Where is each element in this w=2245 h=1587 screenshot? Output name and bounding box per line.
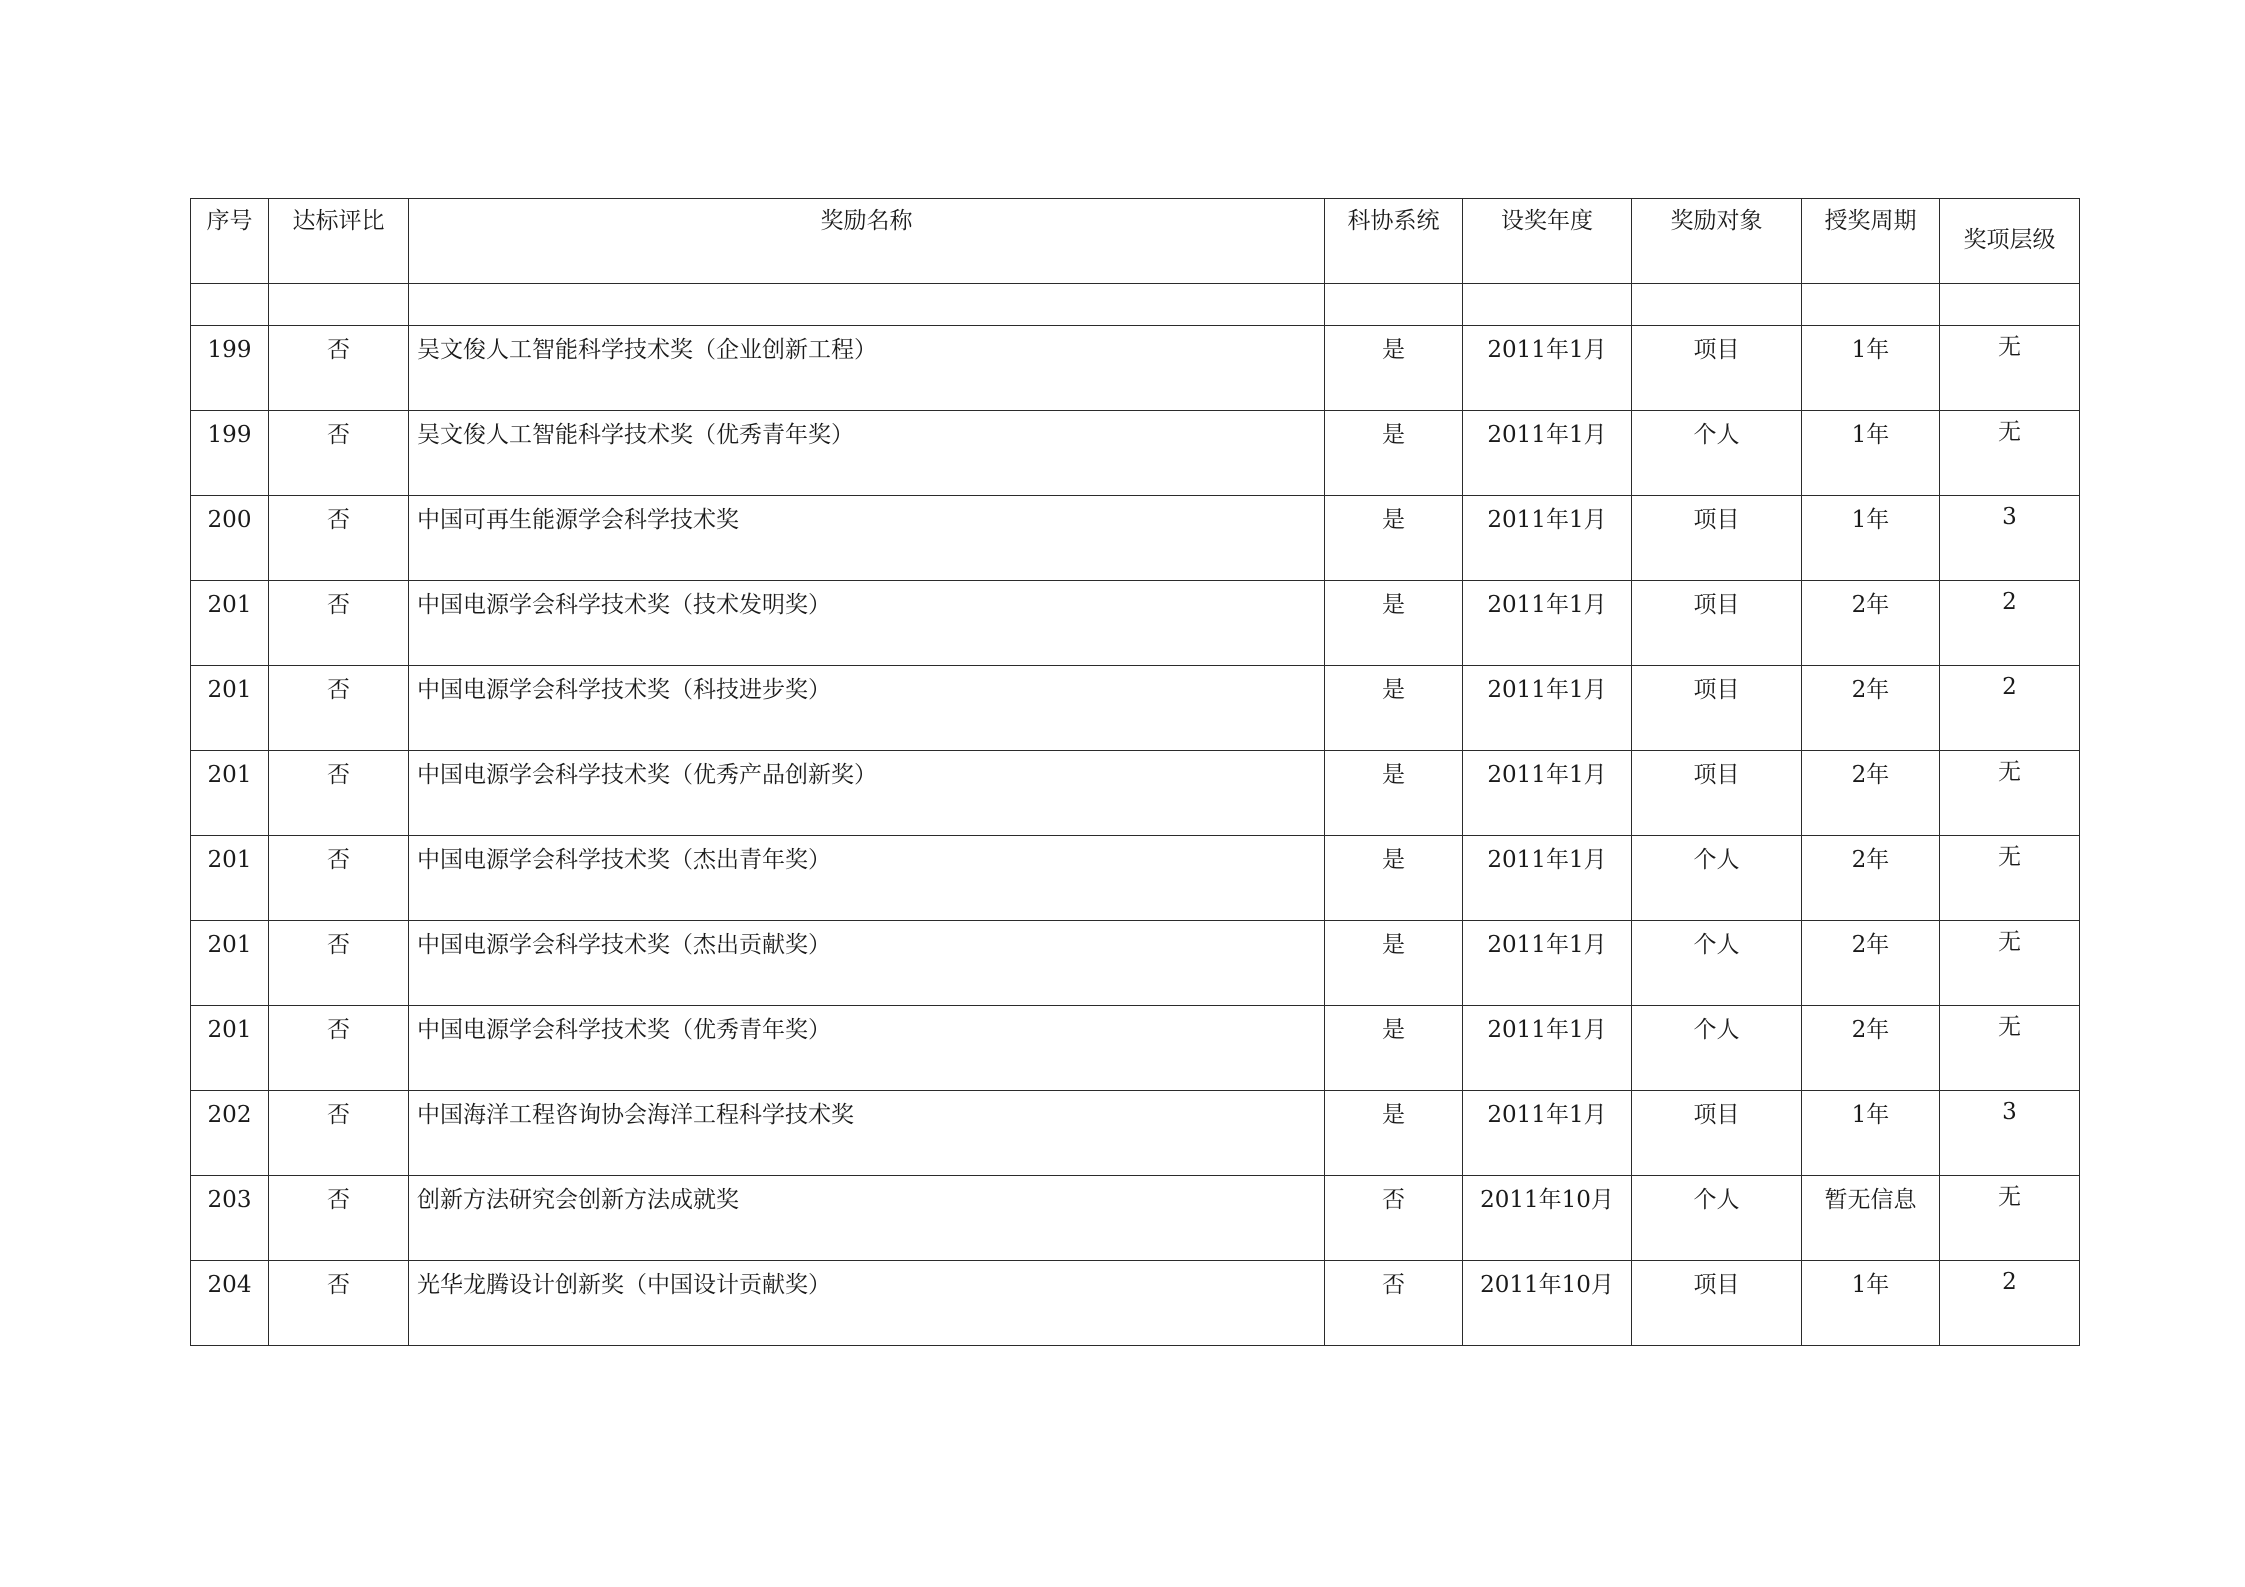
standard-value: 否 (327, 592, 350, 618)
header-level (1940, 199, 2080, 284)
cell-target (1632, 836, 1802, 921)
target-value: 个人 (1693, 847, 1740, 873)
table-row (191, 836, 2080, 921)
cell-cycle (1802, 496, 1940, 581)
cell-cycle (1802, 326, 1940, 411)
cell-seq (191, 1261, 269, 1346)
header-year (1463, 199, 1632, 284)
cell-seq (191, 666, 269, 751)
seq-value: 203 (207, 1187, 252, 1213)
cell-year (1463, 581, 1632, 666)
cell-level (1940, 921, 2080, 1006)
cell-year (1463, 751, 1632, 836)
standard-value: 否 (327, 1187, 350, 1213)
header-cycle (1802, 199, 1940, 284)
cast-value: 是 (1382, 592, 1405, 618)
cell-name (409, 921, 1325, 1006)
cast-value: 是 (1382, 422, 1405, 448)
award-name: 光华龙腾设计创新奖（中国设计贡献奖） (417, 1272, 831, 1298)
cell-cast (1325, 666, 1463, 751)
table-row (191, 1006, 2080, 1091)
cell-name (409, 1176, 1325, 1261)
standard-value: 否 (327, 507, 350, 533)
cycle-value: 1年 (1851, 422, 1890, 448)
target-value: 项目 (1693, 1102, 1740, 1128)
table-row (191, 1261, 2080, 1346)
standard-value: 否 (327, 1017, 350, 1043)
target-value: 个人 (1693, 1187, 1740, 1213)
cell-cast (1325, 411, 1463, 496)
standard-value: 否 (327, 932, 350, 958)
cycle-value: 暂无信息 (1824, 1187, 1917, 1213)
cell-target (1632, 411, 1802, 496)
cell-year (1463, 1006, 1632, 1091)
cell-standard (269, 326, 409, 411)
cell-target (1632, 1091, 1802, 1176)
seq-value: 202 (207, 1102, 252, 1128)
target-value: 项目 (1693, 762, 1740, 788)
level-value: 2 (2002, 674, 2017, 700)
cell-year (1463, 1261, 1632, 1346)
award-name: 吴文俊人工智能科学技术奖（优秀青年奖） (417, 422, 854, 448)
target-value: 项目 (1693, 592, 1740, 618)
cell-level (1940, 1176, 2080, 1261)
seq-value: 201 (207, 847, 252, 873)
cell-name (409, 326, 1325, 411)
seq-value: 201 (207, 592, 252, 618)
cell-cycle (1802, 666, 1940, 751)
cast-value: 是 (1382, 1017, 1405, 1043)
level-value: 3 (2002, 504, 2017, 530)
cast-value: 否 (1382, 1187, 1405, 1213)
cell-standard (269, 751, 409, 836)
cell-target (1632, 1006, 1802, 1091)
level-value: 2 (2002, 1269, 2017, 1295)
cell-target (1632, 1261, 1802, 1346)
cell-name (409, 581, 1325, 666)
cell-cycle (1802, 1261, 1940, 1346)
table-row (191, 1091, 2080, 1176)
cell-standard (269, 1006, 409, 1091)
seq-value: 201 (207, 1017, 252, 1043)
cell-seq (191, 1176, 269, 1261)
cast-value: 是 (1382, 507, 1405, 533)
target-value: 项目 (1693, 337, 1740, 363)
year-value: 2011年1月 (1487, 932, 1607, 958)
cast-value: 是 (1382, 762, 1405, 788)
seq-value: 204 (207, 1272, 252, 1298)
target-value: 个人 (1693, 422, 1740, 448)
cell-level (1940, 1006, 2080, 1091)
cast-value: 否 (1382, 1272, 1405, 1298)
cycle-value: 2年 (1851, 932, 1890, 958)
award-name: 中国可再生能源学会科学技术奖 (417, 507, 739, 533)
cell-cast (1325, 836, 1463, 921)
cell-seq (191, 836, 269, 921)
cell-level (1940, 1091, 2080, 1176)
cell-name (409, 1091, 1325, 1176)
target-value: 个人 (1693, 932, 1740, 958)
cycle-value: 1年 (1851, 1272, 1890, 1298)
award-name: 中国电源学会科学技术奖（科技进步奖） (417, 677, 831, 703)
cell-standard (269, 411, 409, 496)
cell-level (1940, 751, 2080, 836)
level-value: 2 (2002, 589, 2017, 615)
header-cast-label: 科协系统 (1347, 208, 1440, 234)
cell-cast (1325, 921, 1463, 1006)
cell-cast (1325, 1176, 1463, 1261)
cell-standard (269, 1176, 409, 1261)
target-value: 个人 (1693, 1017, 1740, 1043)
award-name: 中国海洋工程咨询协会海洋工程科学技术奖 (417, 1102, 854, 1128)
cell-cast (1325, 1091, 1463, 1176)
table-cell (409, 284, 1325, 326)
cell-year (1463, 836, 1632, 921)
table-cell (191, 284, 269, 326)
award-name: 中国电源学会科学技术奖（优秀产品创新奖） (417, 762, 877, 788)
cell-standard (269, 496, 409, 581)
cycle-value: 1年 (1851, 337, 1890, 363)
cycle-value: 2年 (1851, 762, 1890, 788)
header-name-label: 奖励名称 (820, 208, 913, 234)
cell-level (1940, 836, 2080, 921)
cycle-value: 2年 (1851, 1017, 1890, 1043)
level-value: 无 (1998, 844, 2021, 870)
cell-cycle (1802, 751, 1940, 836)
cell-level (1940, 581, 2080, 666)
cycle-value: 2年 (1851, 592, 1890, 618)
cell-name (409, 496, 1325, 581)
cell-standard (269, 581, 409, 666)
cycle-value: 1年 (1851, 1102, 1890, 1128)
cell-name (409, 836, 1325, 921)
cell-target (1632, 921, 1802, 1006)
seq-value: 201 (207, 932, 252, 958)
cell-seq (191, 581, 269, 666)
header-cast (1325, 199, 1463, 284)
cell-target (1632, 326, 1802, 411)
cell-level (1940, 496, 2080, 581)
target-value: 项目 (1693, 507, 1740, 533)
cell-cast (1325, 326, 1463, 411)
cell-standard (269, 666, 409, 751)
cell-year (1463, 1176, 1632, 1261)
cell-cycle (1802, 921, 1940, 1006)
cell-level (1940, 1261, 2080, 1346)
header-target-label: 奖励对象 (1670, 208, 1763, 234)
seq-value: 201 (207, 762, 252, 788)
awards-table (190, 198, 2080, 1346)
header-seq-label: 序号 (206, 208, 253, 234)
cell-level (1940, 666, 2080, 751)
table-row (191, 496, 2080, 581)
standard-value: 否 (327, 762, 350, 788)
year-value: 2011年10月 (1480, 1187, 1614, 1213)
table-row (191, 666, 2080, 751)
cycle-value: 2年 (1851, 677, 1890, 703)
cell-level (1940, 326, 2080, 411)
year-value: 2011年1月 (1487, 1017, 1607, 1043)
cell-name (409, 411, 1325, 496)
cell-year (1463, 1091, 1632, 1176)
header-seq (191, 199, 269, 284)
cell-cast (1325, 496, 1463, 581)
cell-year (1463, 666, 1632, 751)
cell-cycle (1802, 411, 1940, 496)
cell-seq (191, 411, 269, 496)
table-cell (1632, 284, 1802, 326)
seq-value: 201 (207, 677, 252, 703)
table-row (191, 581, 2080, 666)
level-value: 无 (1998, 929, 2021, 955)
table-row (191, 411, 2080, 496)
cycle-value: 2年 (1851, 847, 1890, 873)
cell-standard (269, 921, 409, 1006)
cell-cycle (1802, 581, 1940, 666)
table-cell (269, 284, 409, 326)
year-value: 2011年10月 (1480, 1272, 1614, 1298)
level-value: 无 (1998, 759, 2021, 785)
cell-name (409, 1261, 1325, 1346)
standard-value: 否 (327, 1272, 350, 1298)
cell-level (1940, 411, 2080, 496)
cell-standard (269, 836, 409, 921)
cell-cycle (1802, 1176, 1940, 1261)
standard-value: 否 (327, 422, 350, 448)
target-value: 项目 (1693, 677, 1740, 703)
cell-name (409, 1006, 1325, 1091)
cast-value: 是 (1382, 932, 1405, 958)
cell-target (1632, 1176, 1802, 1261)
cell-cast (1325, 1261, 1463, 1346)
header-row (191, 199, 2080, 284)
year-value: 2011年1月 (1487, 337, 1607, 363)
header-standard-label: 达标评比 (292, 208, 385, 234)
table-row (191, 1176, 2080, 1261)
cast-value: 是 (1382, 677, 1405, 703)
table-cell (1802, 284, 1940, 326)
cell-cast (1325, 751, 1463, 836)
table-row (191, 326, 2080, 411)
cell-target (1632, 751, 1802, 836)
standard-value: 否 (327, 1102, 350, 1128)
cell-year (1463, 326, 1632, 411)
table-row (191, 751, 2080, 836)
cell-year (1463, 496, 1632, 581)
cast-value: 是 (1382, 1102, 1405, 1128)
seq-value: 199 (207, 422, 252, 448)
year-value: 2011年1月 (1487, 1102, 1607, 1128)
cell-standard (269, 1091, 409, 1176)
standard-value: 否 (327, 847, 350, 873)
header-year-label: 设奖年度 (1501, 208, 1593, 234)
cell-seq (191, 1006, 269, 1091)
standard-value: 否 (327, 677, 350, 703)
cycle-value: 1年 (1851, 507, 1890, 533)
award-name: 中国电源学会科学技术奖（杰出贡献奖） (417, 932, 831, 958)
cell-cycle (1802, 836, 1940, 921)
cell-target (1632, 496, 1802, 581)
table-cell (1463, 284, 1632, 326)
cell-target (1632, 666, 1802, 751)
cast-value: 是 (1382, 847, 1405, 873)
cell-target (1632, 581, 1802, 666)
level-value: 无 (1998, 1014, 2021, 1040)
cell-cast (1325, 1006, 1463, 1091)
level-value: 无 (1998, 1184, 2021, 1210)
award-name: 中国电源学会科学技术奖（技术发明奖） (417, 592, 831, 618)
award-name: 中国电源学会科学技术奖（杰出青年奖） (417, 847, 831, 873)
cell-name (409, 751, 1325, 836)
table-cell (1325, 284, 1463, 326)
seq-value: 199 (207, 337, 252, 363)
header-level-label: 奖项层级 (1963, 227, 2056, 253)
award-name: 中国电源学会科学技术奖（优秀青年奖） (417, 1017, 831, 1043)
table-cell (1940, 284, 2080, 326)
seq-value: 200 (207, 507, 252, 533)
target-value: 项目 (1693, 1272, 1740, 1298)
cell-year (1463, 411, 1632, 496)
header-cycle-label: 授奖周期 (1824, 208, 1917, 234)
year-value: 2011年1月 (1487, 507, 1607, 533)
cell-standard (269, 1261, 409, 1346)
cell-seq (191, 496, 269, 581)
cell-seq (191, 921, 269, 1006)
level-value: 无 (1998, 419, 2021, 445)
year-value: 2011年1月 (1487, 847, 1607, 873)
award-name: 创新方法研究会创新方法成就奖 (417, 1187, 739, 1213)
year-value: 2011年1月 (1487, 677, 1607, 703)
year-value: 2011年1月 (1487, 422, 1607, 448)
standard-value: 否 (327, 337, 350, 363)
cast-value: 是 (1382, 337, 1405, 363)
cell-cast (1325, 581, 1463, 666)
year-value: 2011年1月 (1487, 762, 1607, 788)
level-value: 无 (1998, 334, 2021, 360)
level-value: 3 (2002, 1099, 2017, 1125)
header-target (1632, 199, 1802, 284)
cell-cycle (1802, 1091, 1940, 1176)
header-name (409, 199, 1325, 284)
table-row (191, 921, 2080, 1006)
blank-row (191, 284, 2080, 326)
cell-name (409, 666, 1325, 751)
cell-seq (191, 751, 269, 836)
cell-seq (191, 326, 269, 411)
header-standard (269, 199, 409, 284)
cell-seq (191, 1091, 269, 1176)
cell-cycle (1802, 1006, 1940, 1091)
cell-year (1463, 921, 1632, 1006)
award-name: 吴文俊人工智能科学技术奖（企业创新工程） (417, 337, 877, 363)
year-value: 2011年1月 (1487, 592, 1607, 618)
